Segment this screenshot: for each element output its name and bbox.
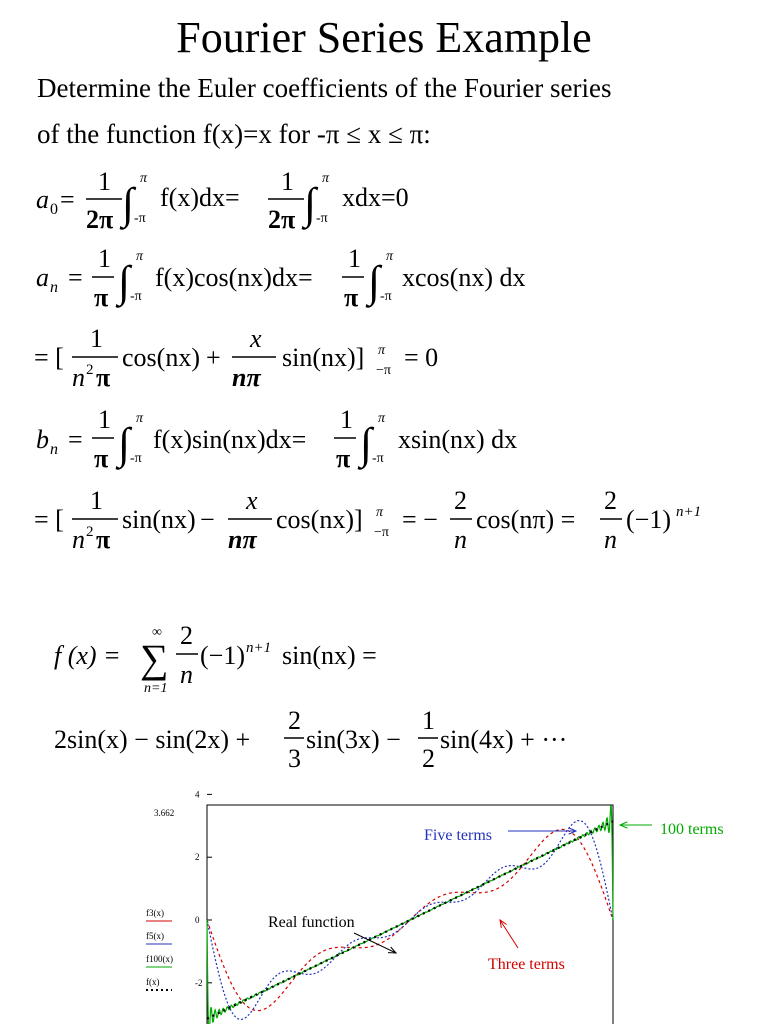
an-lower-2: -π [380,289,392,304]
an-r1-den-n: n [72,363,85,392]
bn-num: 1 [98,405,111,434]
annotation-label: Three terms [488,956,565,973]
an-r1-num: 1 [90,324,103,353]
expansion-part2: sin(3x) − [306,725,401,754]
a0-integral-sign: ∫ [122,179,135,228]
an-integral-sign-2: ∫ [368,257,381,306]
an-integral-sign: ∫ [118,257,131,306]
a0-lhs: a [36,185,49,214]
an-plus: + [206,343,221,372]
bn-lhs-sub: n [50,441,58,458]
y-tick-label: 0 [195,915,200,925]
an-lhs-sub: n [50,279,58,296]
an-eq: = [68,263,83,292]
bn-minus: − [200,505,215,534]
expansion-f2-den: 2 [422,744,435,773]
y-axis-ticks [195,790,212,988]
a0-upper-2: π [322,171,330,186]
series-term-exp: n+1 [246,640,272,656]
equation-a0 [36,167,409,234]
bn-result-open: = [ [34,505,64,534]
y-tick-label: -2 [195,977,203,988]
bn-lhs: b [36,425,49,454]
expansion-part1: 2sin(x) − sin(2x) + [54,725,251,754]
equation-bn [34,405,701,554]
expansion-f2-num: 1 [422,706,435,735]
series-sum-sym: ∑ [140,636,169,681]
bn-c-fn: cos(nπ) = [476,505,576,534]
bn-d-fn: (−1) [626,505,671,534]
series-den: n [180,660,193,689]
bn-den: π [94,444,109,473]
bn-num2: 1 [340,405,353,434]
an-num2: 1 [348,244,361,273]
an-r-lower: −π [376,363,391,378]
bn-upper-2: π [378,411,386,426]
an-den2: π [344,283,359,312]
an-lhs: a [36,263,49,292]
bn-lower: -π [130,451,142,466]
a0-num2: 1 [281,167,294,196]
bn-r2-fn: cos(nx)] [276,505,363,534]
legend-label: f(x) [146,977,160,987]
an-integrand1: f(x)cos(nx)dx= [155,263,313,292]
series-sum-bottom: n=1 [144,681,168,696]
an-r-upper: π [378,343,386,358]
equations-block [30,160,768,780]
a0-integrand2: xdx=0 [342,183,409,212]
series-num: 2 [180,621,193,650]
a0-eq: = [60,185,75,214]
a0-integral-sign-2: ∫ [304,179,317,228]
equation-an [34,244,525,392]
bn-r-upper: π [376,505,384,520]
bn-r-lower: −π [374,525,389,540]
intro-line-2: of the function f(x)=x for -π ≤ x ≤ π: [37,119,431,149]
annotation-label: Five terms [424,827,492,844]
bn-r1-den-exp: 2 [86,524,94,540]
expansion-f1-den: 3 [288,744,301,773]
an-result-open: = [ [34,343,64,372]
an-upper: π [136,249,144,264]
an-r1-fn: cos(nx) [122,343,200,372]
expansion-f1-num: 2 [288,706,301,735]
chart-annotations [268,821,724,973]
series-sum-top: ∞ [152,625,162,640]
bn-integrand2: xsin(nx) dx [398,425,518,454]
a0-lower-2: -π [316,211,328,226]
a0-lhs-sub: 0 [50,201,58,218]
a0-den: 2π [86,205,114,234]
an-r2-num: x [250,324,262,353]
slide-title: Fourier Series Example [176,13,592,62]
an-num: 1 [98,244,111,273]
bn-d-den: n [604,525,617,554]
series-tail: sin(nx) = [282,641,377,670]
bn-eq: = [68,425,83,454]
fourier-chart [140,790,750,1024]
y-tick-label: 4 [195,790,200,800]
bn-c-den: n [454,525,467,554]
y-tick-label: 2 [195,852,200,863]
a0-upper: π [140,171,148,186]
annotation-label: 100 terms [660,821,724,838]
equation-expansion [54,706,567,773]
bn-mid: = − [402,505,438,534]
intro-line-1: Determine the Euler coefficients of the Fourier series [37,73,612,103]
bn-integral-sign-2: ∫ [360,419,373,468]
a0-den2: 2π [268,205,296,234]
an-r2-den: nπ [232,363,261,392]
bn-d-exp: n+1 [676,504,702,520]
ymax-label: 3.662 [154,808,175,818]
bn-d-num: 2 [604,486,617,515]
a0-integrand1: f(x)dx= [160,183,240,212]
a0-lower: -π [134,211,146,226]
arrow-head-icon [500,920,507,928]
series-term: (−1) [200,641,245,670]
legend-label: f100(x) [146,954,173,964]
legend-label: f3(x) [146,908,164,918]
equation-series [54,621,377,696]
series-lhs: f (x) = [54,641,121,670]
bn-r1-fn: sin(nx) [122,505,196,534]
a0-num: 1 [98,167,111,196]
an-lower: -π [130,289,142,304]
annotation-arrow [500,920,518,948]
bn-integrand1: f(x)sin(nx)dx= [153,425,307,454]
bn-den2: π [336,444,351,473]
an-r1-den-pi: π [96,363,111,392]
expansion-part3: sin(4x) + ··· [440,725,568,754]
bn-r1-num: 1 [90,486,103,515]
bn-r2-den: nπ [228,525,257,554]
annotation-label: Real function [268,914,355,931]
bn-integral-sign: ∫ [118,419,131,468]
an-r2-fn: sin(nx)] [282,343,365,372]
an-den: π [94,283,109,312]
legend-label: f5(x) [146,931,164,941]
bn-c-num: 2 [454,486,467,515]
bn-lower-2: -π [372,451,384,466]
an-r1-den-exp: 2 [86,362,94,378]
bn-upper: π [136,411,144,426]
chart-legend [146,908,173,990]
an-result: = 0 [404,343,439,372]
an-upper-2: π [386,249,394,264]
an-integrand2: xcos(nx) dx [402,263,526,292]
bn-r1-den-n: n [72,525,85,554]
bn-r2-num: x [246,486,258,515]
bn-r1-den-pi: π [96,525,111,554]
